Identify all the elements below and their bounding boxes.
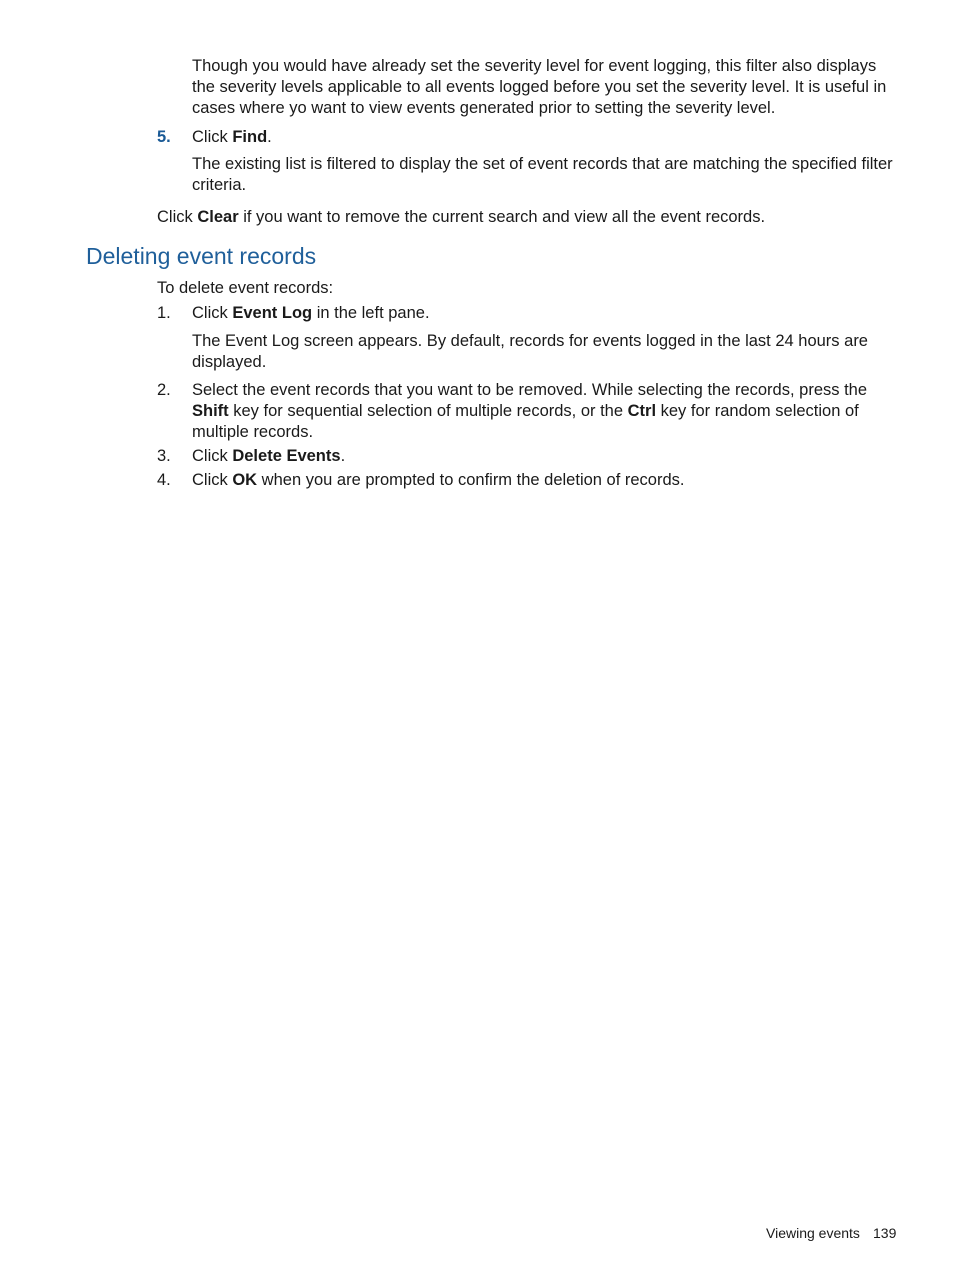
step-2-post: key for random selection of multiple records. <box>192 402 859 441</box>
step-5-text <box>192 127 272 148</box>
step-1-post: in the left pane. <box>312 304 430 322</box>
step-4-post: when you are prompted to confirm the deletion of records. <box>257 471 685 489</box>
delete-events-label: Delete Events <box>232 447 341 465</box>
step-2-pre: Select the event records that you want to be removed. While selecting the records, press the <box>192 381 868 399</box>
footer-section-name: Viewing events <box>766 1225 860 1241</box>
step-5-post: . <box>267 128 272 146</box>
step-3-pre: Click <box>192 447 233 465</box>
find-label: Find <box>232 128 268 146</box>
step-4-text <box>192 470 685 491</box>
section-intro: To delete event records: <box>157 279 334 297</box>
clear-pre: Click <box>157 208 198 226</box>
intro-paragraph: Though you would have already set the severity level for event logging, this filter also displays the severity levels applicable to all events logged before you set the severity level. It is useful in cases where yo want to view events generated prior to setting the severity level. <box>192 57 887 117</box>
step-3-text <box>192 446 345 467</box>
section-heading: Deleting event records <box>86 243 317 269</box>
ok-label: OK <box>232 471 258 489</box>
step-5-note: The existing list is filtered to display the set of event records that are matching the specified filter criteria. <box>192 155 893 194</box>
step-5-pre: Click <box>192 128 233 146</box>
step-1-pre: Click <box>192 304 233 322</box>
step-3-post: . <box>340 447 346 465</box>
event-log-label: Event Log <box>232 304 313 322</box>
step-2-number: 2. <box>157 381 171 399</box>
ctrl-label: Ctrl <box>627 402 657 420</box>
shift-label: Shift <box>192 402 229 420</box>
step-4-number: 4. <box>157 471 171 489</box>
step-2-mid: key for sequential selection of multiple records, or the <box>228 402 628 420</box>
step-4-pre: Click <box>192 471 233 489</box>
step-3-number: 3. <box>157 447 171 465</box>
clear-label: Clear <box>197 208 239 226</box>
clear-instruction <box>157 207 897 228</box>
step-5-number: 5. <box>157 128 171 146</box>
step-1-number: 1. <box>157 304 171 322</box>
step-2-text <box>192 380 897 443</box>
step-1-note: The Event Log screen appears. By default, records for events logged in the last 24 hours are displayed. <box>192 332 868 371</box>
clear-post: if you want to remove the current search and view all the event records. <box>238 208 766 226</box>
step-1-text <box>192 303 430 324</box>
footer-page-number: 139 <box>873 1225 897 1241</box>
